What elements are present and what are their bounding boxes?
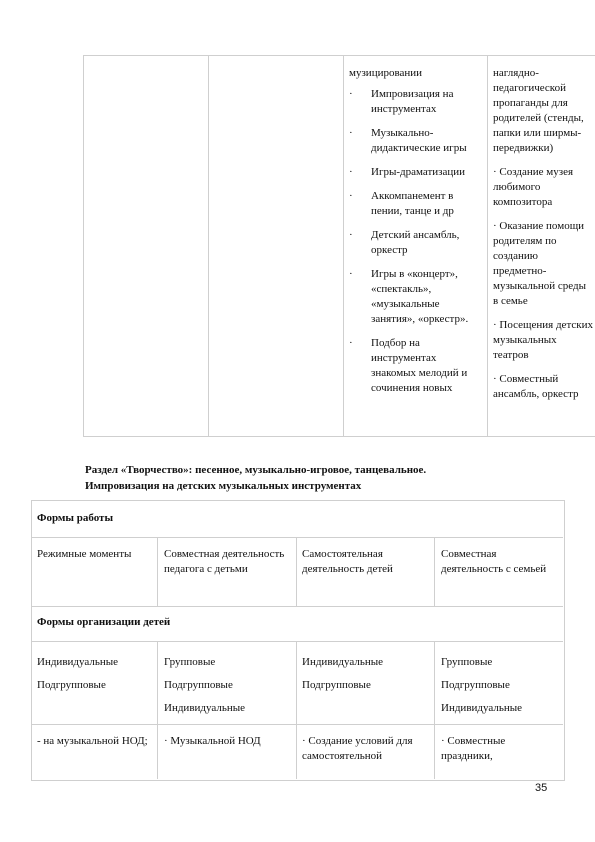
col4-item: · Совместный ансамбль, оркестр: [493, 373, 579, 400]
col3-first-line: музицировании: [349, 67, 423, 79]
col-divider: [157, 641, 158, 779]
col-divider: [434, 641, 435, 779]
org-cell: [37, 651, 155, 697]
section-heading-line2: Импровизация на детских музыкальных инструментах: [85, 480, 362, 492]
org-item: Групповые: [164, 656, 216, 668]
row-divider: [31, 641, 563, 642]
table-column-divider: [208, 55, 209, 436]
header-cell: Самостоятельная деятельность детей: [302, 548, 393, 575]
org-item: Индивидуальные: [164, 702, 245, 714]
row-divider: [31, 606, 563, 607]
row-divider: [31, 724, 563, 725]
org-item: Индивидуальные: [37, 656, 118, 668]
forms-of-org-heading: Формы организации детей: [37, 616, 171, 628]
col-divider: [434, 537, 435, 606]
org-item: Индивидуальные: [441, 702, 522, 714]
col3-bullet: Игры-драматизации: [371, 166, 466, 178]
org-item: Индивидуальные: [302, 656, 383, 668]
org-cell: [302, 651, 430, 697]
row-divider: [31, 537, 563, 538]
col3-bullet: Подбор на инструментах знакомых мелодий и сочинения новых: [371, 337, 468, 394]
col4-cell: [493, 66, 593, 402]
col-divider: [157, 537, 158, 606]
last-row-cell: · Музыкальной НОД: [164, 735, 261, 747]
col4-item: · Оказание помощи родителям по созданию предметно-музыкальной среды в семье: [493, 220, 586, 307]
table-column-divider: [343, 55, 344, 436]
col3-cell: музицировании · Импровизация на инструментах · Музыкально-дидактические игры · Игры-драматизации · Аккомпанемент в пении, танце и др · Детский ансамбль, оркестр · Игры в «концерт», «спектакль», «музыкальные занятия», «оркестр». · Подбор на инструментах знакомых мелодий и сочинения новых: [349, 66, 483, 396]
section-heading: [85, 462, 555, 494]
col3-bullet: Музыкально-дидактические игры: [371, 127, 467, 154]
org-item: Подгрупповые: [302, 679, 371, 691]
last-row-cell: · Совместные праздники,: [441, 735, 506, 762]
col3-bullet: Детский ансамбль, оркестр: [371, 229, 460, 256]
col4-item: · Создание музея любимого композитора: [493, 166, 574, 208]
col4-item: · Посещения детских музыкальных театров: [493, 319, 593, 361]
col3-bullet: Импровизация на инструментах: [371, 88, 454, 115]
header-cell: Совместная деятельность с семьей: [441, 548, 547, 575]
org-cell: [164, 651, 292, 720]
table-column-divider: [487, 55, 488, 436]
section-heading-line1: Раздел «Творчество»: песенное, музыкально-игровое, танцевальное.: [85, 464, 427, 476]
org-item: Подгрупповые: [37, 679, 106, 691]
org-item: Подгрупповые: [164, 679, 233, 691]
header-cell: Совместная деятельность педагога с детьми: [164, 548, 285, 575]
col3-bullet: Игры в «концерт», «спектакль», «музыкальные занятия», «оркестр».: [371, 268, 469, 325]
page-number: 35: [535, 782, 548, 794]
last-row-cell: - на музыкальной НОД;: [37, 735, 148, 747]
col-divider: [296, 537, 297, 606]
forms-of-work-heading: Формы работы: [37, 512, 114, 524]
header-cell: Режимные моменты: [37, 548, 132, 560]
org-item: Групповые: [441, 656, 493, 668]
org-item: Подгрупповые: [441, 679, 510, 691]
last-row-cell: · Создание условий для самостоятельной: [302, 735, 413, 762]
col3-bullet: Аккомпанемент в пении, танце и др: [371, 190, 454, 217]
col4-first-text: наглядно-педагогической пропаганды для родителей (стенды, папки или ширмы-передвижки): [493, 67, 584, 154]
col-divider: [296, 641, 297, 779]
org-cell: [441, 651, 559, 720]
